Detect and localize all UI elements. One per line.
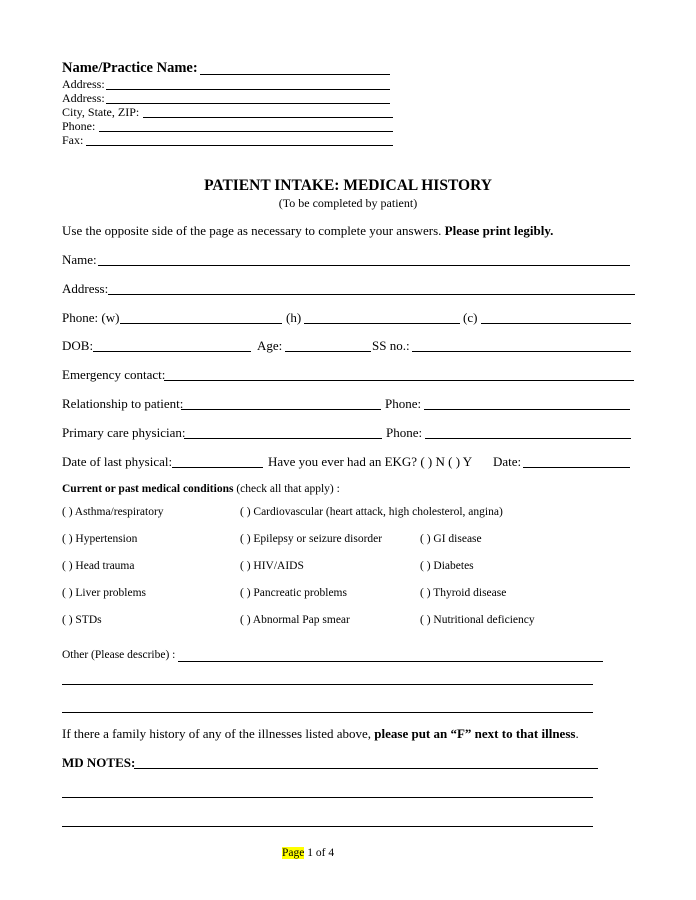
practice-name-label: Name/Practice Name: bbox=[62, 60, 198, 76]
other-field[interactable] bbox=[178, 661, 603, 662]
condition-stds[interactable]: ( ) STDs bbox=[62, 614, 102, 626]
practice-fax-line[interactable] bbox=[86, 145, 393, 146]
ekg-question[interactable]: Have you ever had an EKG? ( ) N ( ) Y bbox=[268, 454, 473, 469]
emergency-contact-label: Emergency contact: bbox=[62, 367, 166, 382]
instructions-text: Use the opposite side of the page as necessary to complete your answers. bbox=[62, 223, 442, 238]
relationship-phone-label: Phone: bbox=[385, 396, 422, 411]
condition-thyroid[interactable]: ( ) Thyroid disease bbox=[420, 587, 507, 599]
conditions-heading-note: (check all that apply) : bbox=[236, 483, 340, 495]
phone-work-label: Phone: (w) bbox=[62, 310, 120, 325]
pcp-phone-field[interactable] bbox=[425, 438, 631, 439]
pcp-field[interactable] bbox=[184, 438, 382, 439]
md-notes-line-2[interactable] bbox=[62, 797, 593, 798]
relationship-phone-field[interactable] bbox=[424, 409, 630, 410]
other-label: Other (Please describe) : bbox=[62, 649, 176, 661]
instructions bbox=[62, 223, 553, 239]
phone-home-label: (h) bbox=[286, 310, 302, 325]
condition-epilepsy[interactable]: ( ) Epilepsy or seizure disorder bbox=[240, 533, 383, 545]
conditions-heading bbox=[62, 483, 340, 495]
practice-phone-label: Phone: bbox=[62, 119, 96, 133]
relationship-field[interactable] bbox=[181, 409, 381, 410]
practice-fax-label: Fax: bbox=[62, 133, 84, 147]
dob-label: DOB: bbox=[62, 338, 94, 353]
emergency-contact-field[interactable] bbox=[164, 380, 634, 381]
condition-liver[interactable]: ( ) Liver problems bbox=[62, 587, 146, 599]
practice-phone-line[interactable] bbox=[99, 131, 393, 132]
practice-address2-line[interactable] bbox=[106, 103, 390, 104]
family-history-emphasis: please put an “F” next to that illness bbox=[374, 726, 576, 741]
practice-address2-label: Address: bbox=[62, 91, 105, 105]
other-field-line-3[interactable] bbox=[62, 712, 593, 713]
condition-asthma[interactable]: ( ) Asthma/respiratory bbox=[62, 506, 164, 518]
condition-head-trauma[interactable]: ( ) Head trauma bbox=[62, 560, 135, 572]
name-field[interactable] bbox=[98, 265, 630, 266]
phone-work-field[interactable] bbox=[120, 323, 282, 324]
condition-pap-smear[interactable]: ( ) Abnormal Pap smear bbox=[240, 614, 350, 626]
md-notes-line-3[interactable] bbox=[62, 826, 593, 827]
practice-city-label: City, State, ZIP: bbox=[62, 105, 140, 119]
condition-hypertension[interactable]: ( ) Hypertension bbox=[62, 533, 138, 545]
ekg-date-label: Date: bbox=[493, 454, 522, 469]
age-label: Age: bbox=[257, 338, 283, 353]
condition-nutritional[interactable]: ( ) Nutritional deficiency bbox=[420, 614, 535, 626]
page-word: Page bbox=[282, 847, 305, 859]
age-field[interactable] bbox=[285, 351, 371, 352]
conditions-heading-text: Current or past medical conditions bbox=[62, 483, 234, 495]
pcp-label: Primary care physician: bbox=[62, 425, 186, 440]
md-notes-field[interactable] bbox=[134, 768, 598, 769]
practice-name-line[interactable] bbox=[200, 74, 390, 75]
page-number: 1 of 4 bbox=[304, 847, 335, 859]
ssno-field[interactable] bbox=[412, 351, 631, 352]
page-subtitle: (To be completed by patient) bbox=[278, 196, 418, 210]
address-field[interactable] bbox=[108, 294, 635, 295]
dob-field[interactable] bbox=[93, 351, 251, 352]
family-history-note bbox=[62, 726, 579, 742]
condition-gi-disease[interactable]: ( ) GI disease bbox=[420, 533, 482, 545]
relationship-label: Relationship to patient: bbox=[62, 396, 184, 411]
condition-diabetes[interactable]: ( ) Diabetes bbox=[420, 560, 474, 572]
condition-cardiovascular[interactable]: ( ) Cardiovascular (heart attack, high cholesterol, angina) bbox=[240, 506, 503, 518]
md-notes-label: MD NOTES: bbox=[62, 755, 136, 770]
practice-city-line[interactable] bbox=[143, 117, 393, 118]
address-label: Address: bbox=[62, 281, 109, 296]
name-label: Name: bbox=[62, 252, 97, 267]
page-title: PATIENT INTAKE: MEDICAL HISTORY bbox=[204, 177, 492, 194]
other-field-line-2[interactable] bbox=[62, 684, 593, 685]
phone-home-field[interactable] bbox=[304, 323, 460, 324]
phone-cell-field[interactable] bbox=[481, 323, 631, 324]
condition-pancreatic[interactable]: ( ) Pancreatic problems bbox=[240, 587, 347, 599]
last-physical-field[interactable] bbox=[172, 467, 263, 468]
practice-address1-line[interactable] bbox=[106, 89, 390, 90]
practice-address1-label: Address: bbox=[62, 77, 105, 91]
family-history-end: . bbox=[575, 726, 579, 741]
condition-hiv-aids[interactable]: ( ) HIV/AIDS bbox=[240, 560, 304, 572]
phone-cell-label: (c) bbox=[463, 310, 478, 325]
ekg-date-field[interactable] bbox=[523, 467, 630, 468]
family-history-text: If there a family history of any of the illnesses listed above, bbox=[62, 726, 372, 741]
ssno-label: SS no.: bbox=[372, 338, 410, 353]
pcp-phone-label: Phone: bbox=[386, 425, 423, 440]
page-footer bbox=[282, 847, 334, 859]
last-physical-label: Date of last physical: bbox=[62, 454, 173, 469]
instructions-emphasis: Please print legibly. bbox=[444, 223, 554, 238]
